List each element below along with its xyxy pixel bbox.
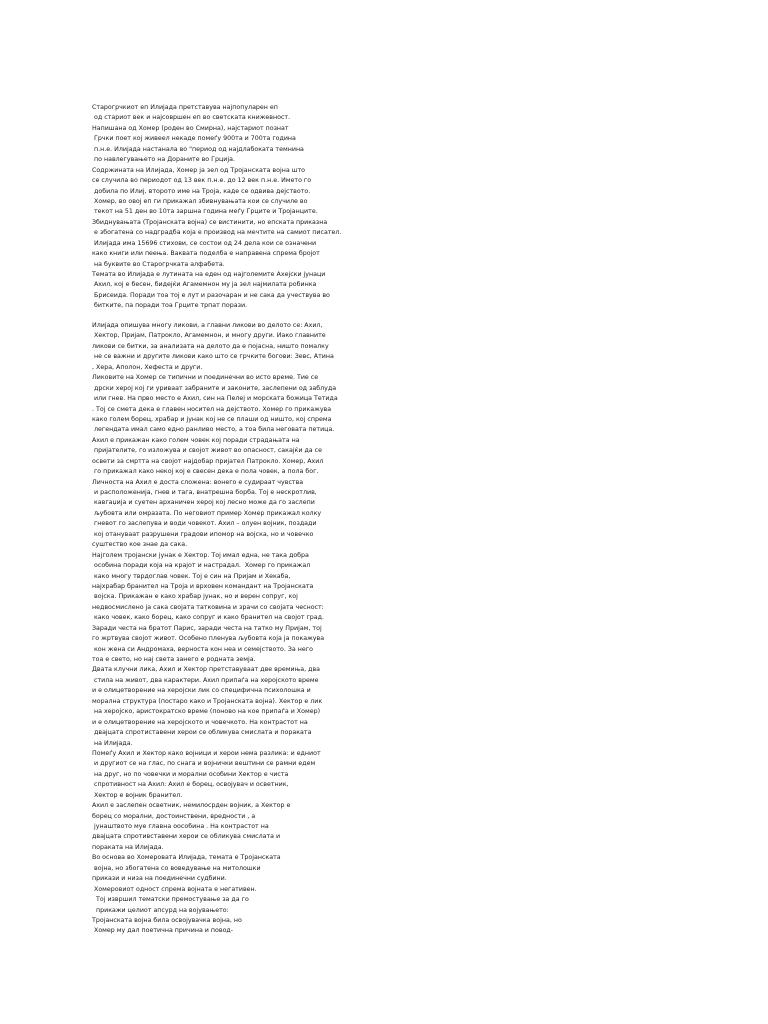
text-line: како голем борец, храбар и јунак кој не се плаши од ништо, кој спрема — [92, 415, 332, 423]
text-line: како книги или пеења. Ваквата поделба е направена спрема бројот — [92, 250, 320, 258]
text-line: Грчки поет кој живеел некаде помеѓу 900та и 700та година — [92, 135, 296, 143]
text-line: Личноста на Ахил е доста сложена: вонего е судираат чувства — [92, 478, 304, 486]
text-line: Збиднувањата (Тројанската војна) се вистинити, но епската приказна — [92, 218, 328, 226]
text-line: на друг, но по човечки и морални особини Хектор е чиста — [92, 770, 289, 778]
text-line: љубовта или омразата. По неговиот пример Хомер прикажал колку — [92, 509, 322, 517]
text-line: двајцата спротивставени херои се обликува смислата и — [92, 833, 281, 841]
text-line: кој отануваат разрушени градови ипомор на војска, но и човечко — [92, 530, 314, 538]
text-line: го жртвува својот живот. Особено пленува љубовта која ја покажува — [92, 635, 325, 643]
text-line: дрски херој кој ги уриваат забраните и законите, заслепени од заблуда — [92, 384, 337, 392]
text-line: текот на 51 ден во 10та заршна година меѓу Грците и Тројанците. — [92, 208, 318, 216]
text-line: на херојско, аристократско време (поново на кое припаѓа и Хомер) — [92, 708, 321, 716]
text-line: кон жена си Андромаха, верноста кон неа и семејството. За него — [92, 645, 313, 653]
text-line: спротивност на Ахил: Ахил е борец, освојувач и осветник, — [92, 781, 289, 789]
text-line: од стариот век и најсовршен еп во светската книжевност. — [92, 114, 291, 122]
text-line: Ахил е заслепен осветник, немилосрден војник, а Хектор е — [92, 802, 291, 810]
text-line: Темата во Илијада е лутината на еден од најголемите Ахејски јунаци — [92, 271, 326, 278]
text-line: морална структура (постаро како и Тројанската војна). Хектор е лик — [92, 697, 323, 705]
text-line: како многу тврдоглав човек. Тој е син на Пријам и Хекаба, — [92, 572, 291, 580]
text-line: и е олицетворение на херојски лик со специфична психолошка и — [92, 687, 311, 695]
text-line: Илијада има 15696 стихови, се состои од 24 дела кои се означени — [92, 239, 317, 247]
text-line: ликови се битки, за анализата на делото да е појасна, ништо помалку — [92, 342, 329, 350]
text-line: на буквите во Старогрчката алфабета. — [92, 260, 225, 268]
text-line: Најголем тројански јунак е Хектор. Тој имал една, не така добра — [92, 551, 309, 559]
text-line: војна, но збогатена со воведување на митолошки — [92, 864, 261, 872]
text-line: како човек, како борец, како сопруг и како бранител на својот град. — [92, 614, 325, 622]
text-line: битките, па поради тоа Грците трпат порази. — [92, 302, 248, 310]
text-line: Хомер му дал поетична причина и повод- — [92, 927, 234, 935]
text-line: суштество кое знае да сака. — [92, 541, 188, 549]
text-line: . Тој се смета дека е главен носител на дејството. Хомер го прикажува — [92, 405, 332, 413]
text-line: Илијада опишува многу ликови, а главни ликови во делото се: Ахил, — [92, 322, 323, 329]
text-line: го прикажал како некој кој е свесен дека е пола човек, а пола бог. — [92, 468, 319, 476]
text-line: кавгаџија и суетен арханичен херој кој лесно може да го заслепи — [92, 499, 315, 507]
text-line: Хектор, Пријам, Патрокло, Агамемнон, и многу други. Иако главните — [92, 332, 326, 340]
text-line: на Илијада. — [92, 739, 133, 747]
text-line: Ахил е прикажан како голем човек кој поради страдањата на — [92, 436, 300, 444]
paragraph-block-characters — [92, 321, 392, 937]
text-line: прикази и низа на поединечни судбини. — [92, 875, 227, 883]
text-line: Хектор е војник бранител. — [92, 791, 183, 799]
text-line: борец со морални, достоинствени, вредности , а — [92, 812, 256, 820]
text-line: по навлегувањето на Дораните во Грција. — [92, 156, 235, 164]
text-line: Помеѓу Ахил и Хектор како војници и херои нема разлика: и едниот — [92, 749, 321, 757]
text-line: Старогрчкиот еп Илијада претставува најпопуларен еп — [92, 104, 278, 111]
text-line: особина поради која на крајот и настрадал. Хомер го прикажал — [92, 562, 311, 570]
text-line: Ликовите на Хомер се типични и поединечни во исто време. Тие се — [92, 374, 319, 382]
text-line: Хомеровиот одност спрема војната е негативен. — [92, 885, 257, 893]
text-line: пораката на Илијада. — [92, 843, 164, 851]
text-line: и расположенија, гнев и тага, внатрешна борба. Тој е нескротлив, — [92, 489, 317, 496]
text-line: Заради честа на братот Парис, заради честа на татко му Пријам, тој — [92, 624, 322, 632]
text-line: недвосмислено ја сака својата татковина и зрачи со својата чесност: — [92, 603, 324, 611]
text-line: е збогатена со надградба која е производ на мечтите на самиот писател. — [92, 229, 342, 237]
text-line: Во основа во Хомеровата Илијада, темата е Тројанската — [92, 854, 281, 862]
text-line: Тој извршил тематски премостување за да го — [92, 896, 249, 904]
paragraph-block-intro — [92, 103, 392, 312]
text-line: Напишана од Хомер (роден во Смирна), најстариот познат — [92, 124, 289, 132]
text-line: или гнев. На прво место е Ахил, син на Пелеј и морската божица Тетида — [92, 395, 338, 403]
text-line: стила на живот, два карактери. Ахил припаѓа на херојското време — [92, 676, 319, 684]
text-line: освети за смртта на својот најдобар пријател Патрокло. Хомер, Ахил — [92, 457, 324, 465]
text-line: п.н.е. Илијада настанала во "период од најдлабоката темнина — [92, 145, 304, 153]
text-line: Брисеида. Поради тоа тој е лут и разочаран и не сака да учествува во — [92, 291, 330, 299]
text-line: најхрабар бранител на Троја и врховен командант на Тројанската — [92, 582, 314, 590]
text-line: легендата имал само едно ранливо место, а тоа била неговата петица. — [92, 426, 335, 434]
text-line: прикажи целиот апсурд на војувањето: — [92, 906, 229, 914]
text-line: се случила во периодот од 13 век п.н.е. до 12 век п.н.е. Името го — [92, 177, 312, 185]
text-line: и другиот се на глас, по снага и војнички вештини се рамни едем — [92, 760, 316, 768]
text-line: војска. Прикажан е како храбар јунак, но и верен сопруг, кој — [92, 593, 298, 601]
text-line: и е олицетворение на херојското и човечкото. На контрастот на — [92, 718, 308, 726]
text-line: Тројанската војна била освојувачка војна, но — [92, 916, 242, 924]
text-line: пријателите, го изложува и својот живот во опасност, сакајќи да се — [92, 447, 322, 455]
text-line: тоа е свето, но нај света занего е родната земја. — [92, 656, 256, 663]
text-line: добила по Илиј, второто име на Троја, каде се одвива дејството. — [92, 187, 311, 195]
text-line: Хомер, во овој еп ги прикажал збивнувањата кои се случиле во — [92, 197, 308, 205]
text-line: не се важни и другите ликови како што се грчките богови: Зевс, Атина — [92, 353, 334, 361]
text-line: Двата клучни лика, Ахил и Хектор претставуваат две времиња, два — [92, 666, 321, 674]
text-line: , Хера, Аполон, Хефеста и други. — [92, 363, 203, 371]
text-line: јунаштвото муе главна ооcобина . На контрастот на — [92, 823, 269, 830]
text-line: Ахил, кој е бесен, бидејќи Агамемнон му ја зел најмилата робинка — [92, 281, 317, 289]
text-line: гневот го заслепува и води човекот. Ахил – олуен војник, поздади — [92, 520, 317, 528]
text-line: двајцата спротиставени херои се обликува смислата и пораката — [92, 729, 312, 737]
text-line: Содржината на Илијада, Хомер ја зел од Тројанската војна што — [92, 166, 305, 174]
